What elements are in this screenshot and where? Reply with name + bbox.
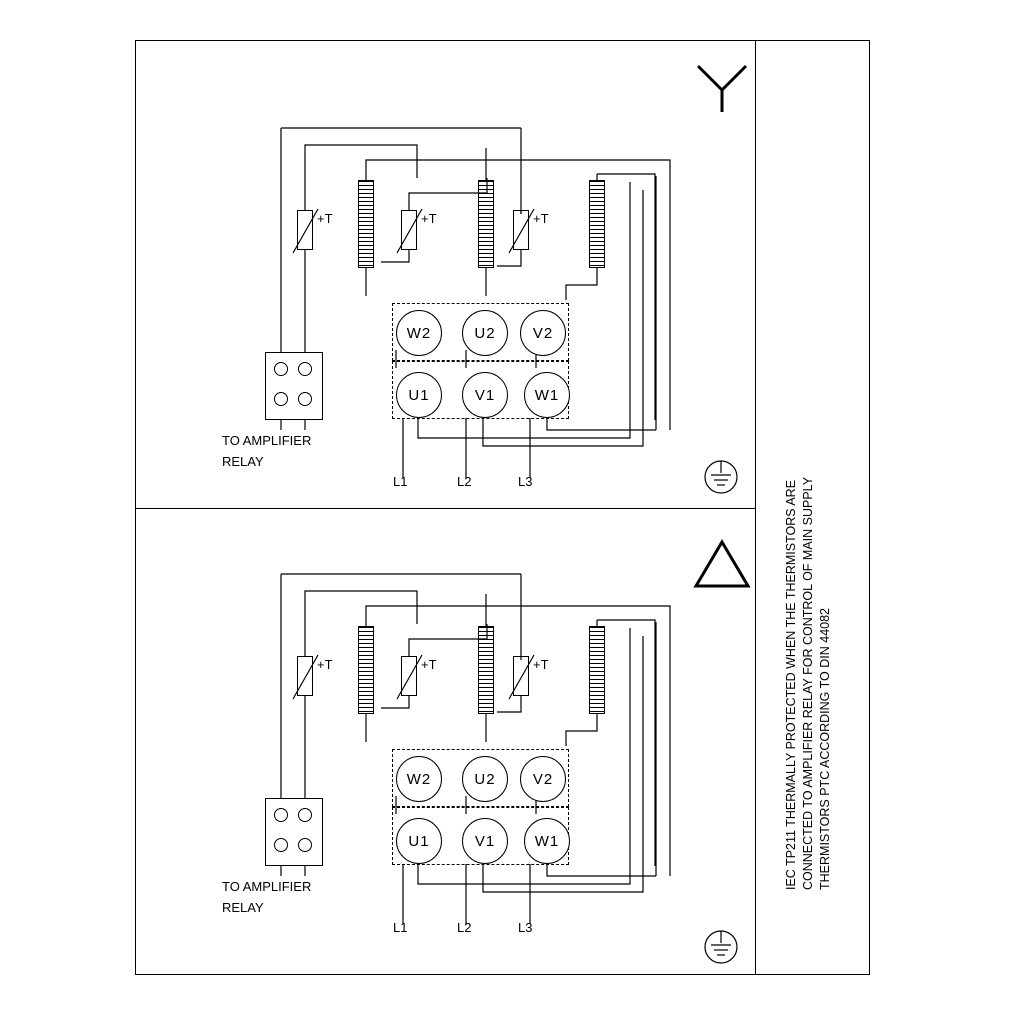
phase-label-l3: L3	[518, 920, 533, 935]
terminal-v2[interactable]: V2	[520, 310, 566, 356]
amplifier-connector-block[interactable]	[265, 798, 323, 866]
connector-hole-2	[298, 808, 312, 822]
thermistor-3-label: +T	[533, 211, 549, 226]
terminal-v1[interactable]: V1	[462, 818, 508, 864]
terminal-v2[interactable]: V2	[520, 756, 566, 802]
side-note-line-3: THERMISTORS PTC ACCORDING TO DIN 44082	[818, 607, 832, 890]
amplifier-label-line-1: TO AMPLIFIER	[222, 433, 312, 448]
connector-hole-2	[298, 362, 312, 376]
terminal-u1[interactable]: U1	[396, 818, 442, 864]
terminal-w2[interactable]: W2	[396, 310, 442, 356]
side-note-line-2: CONNECTED TO AMPLIFIER RELAY FOR CONTROL OF MAIN SUPPLY	[801, 476, 815, 890]
terminal-u2[interactable]: U2	[462, 756, 508, 802]
connector-hole-4	[298, 392, 312, 406]
panel-delta-wiring	[0, 448, 760, 975]
connector-hole-1	[274, 808, 288, 822]
thermistor-2-label: +T	[421, 657, 437, 672]
amplifier-label-line-2: RELAY	[222, 900, 264, 915]
amplifier-label-line-2: RELAY	[222, 454, 264, 469]
thermistor-2-label: +T	[421, 211, 437, 226]
panel-star-wiring	[0, 0, 760, 508]
phase-label-l2: L2	[457, 920, 472, 935]
phase-label-l3: L3	[518, 474, 533, 489]
terminal-v1[interactable]: V1	[462, 372, 508, 418]
thermistor-3-label: +T	[533, 657, 549, 672]
panel-delta	[0, 448, 1024, 975]
terminal-w1[interactable]: W1	[524, 818, 570, 864]
terminal-w2[interactable]: W2	[396, 756, 442, 802]
amplifier-connector-block[interactable]	[265, 352, 323, 420]
connector-hole-3	[274, 838, 288, 852]
phase-label-l2: L2	[457, 474, 472, 489]
terminal-u1[interactable]: U1	[396, 372, 442, 418]
thermistor-1-label: +T	[317, 657, 333, 672]
terminal-u2[interactable]: U2	[462, 310, 508, 356]
thermistor-1-label: +T	[317, 211, 333, 226]
phase-label-l1: L1	[393, 920, 408, 935]
side-note-line-1: IEC TP211 THERMALLY PROTECTED WHEN THE THERMISTORS ARE	[784, 479, 798, 890]
terminal-w1[interactable]: W1	[524, 372, 570, 418]
connector-hole-1	[274, 362, 288, 376]
connector-hole-4	[298, 838, 312, 852]
connector-hole-3	[274, 392, 288, 406]
amplifier-label-line-1: TO AMPLIFIER	[222, 879, 312, 894]
panel-star	[0, 0, 1024, 508]
phase-label-l1: L1	[393, 474, 408, 489]
